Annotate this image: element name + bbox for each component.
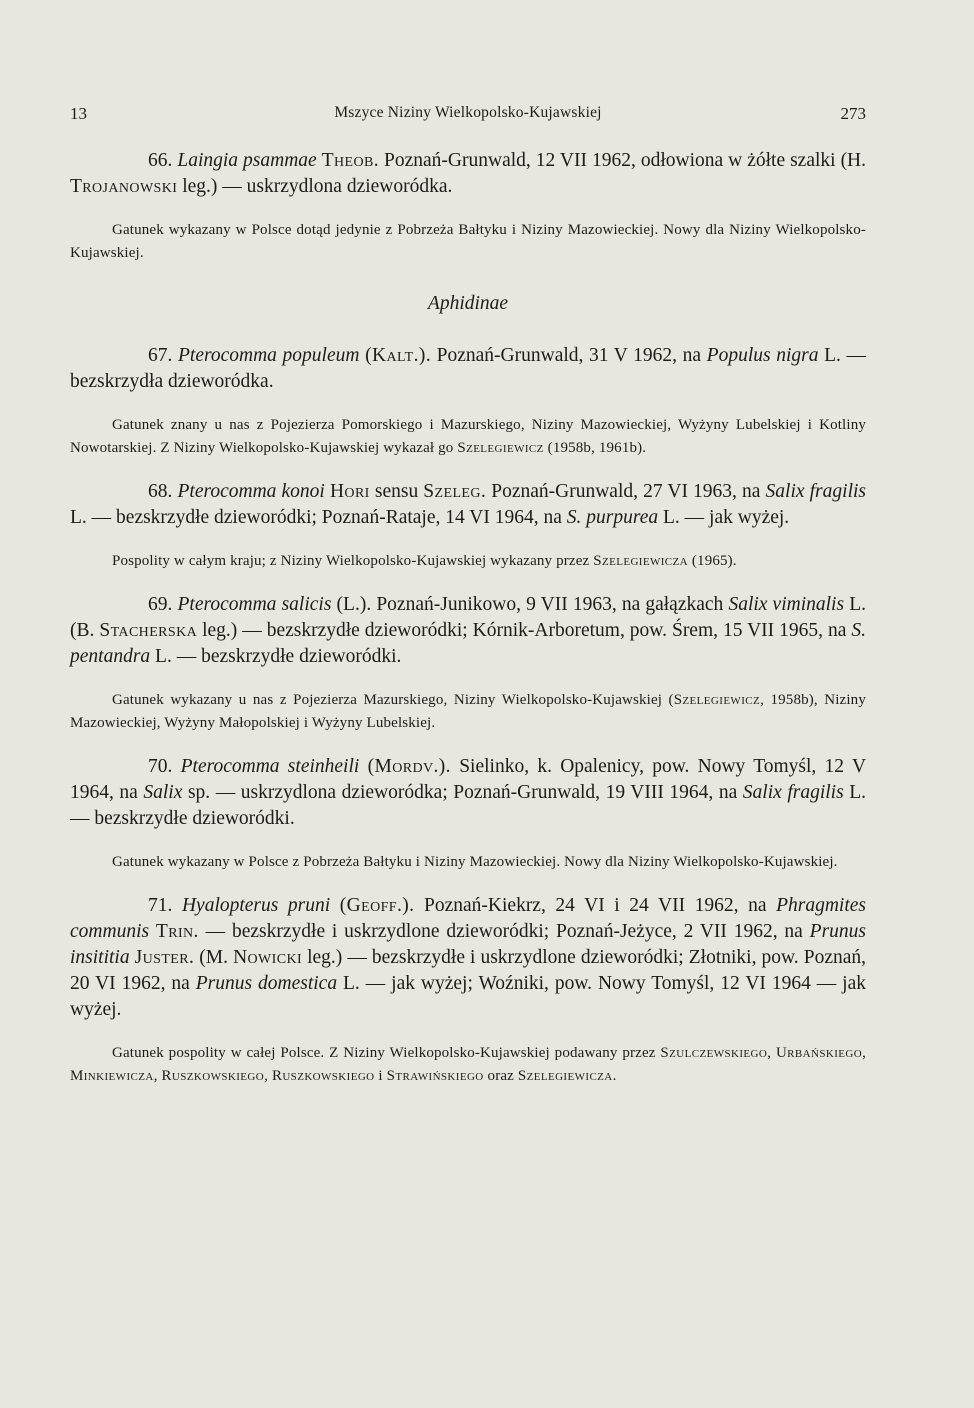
note-71 (70, 1042, 866, 1088)
host-plant: Salix fragilis (742, 782, 844, 803)
note-text: (1965). (688, 553, 737, 569)
record-text: L. — bezskrzydłe dzieworódki. (150, 646, 402, 667)
host-plant: Phragmites communis (70, 895, 867, 942)
note-69 (70, 689, 866, 735)
cited-author: Ruszkowskiego (161, 1068, 265, 1084)
cited-author: Szulczewskiego (660, 1045, 768, 1061)
host-plant: Salix fragilis (765, 481, 866, 502)
note-text: Gatunek pospolity w całej Polsce. Z Niziny Wielkopolsko-Kujawskiej podawany przez (112, 1045, 661, 1061)
record-70 (70, 754, 866, 832)
species-name: Pterocomma steinheili (180, 756, 360, 777)
record-66 (70, 148, 866, 200)
collector-name: Stacherska (99, 620, 198, 641)
note-text: (1958b, 1961b). (543, 440, 647, 456)
record-text: L. — bezskrzydłe dzieworódki. (70, 782, 867, 829)
record-text: leg.) — bezskrzydłe i uskrzydlone dzieworódki; Złotniki, pow. Poznań, 20 VI 1962, na (70, 947, 867, 994)
cited-author: Szelegiewicz (457, 440, 544, 456)
species-name: Pterocomma populeum (178, 345, 360, 366)
record-69 (70, 592, 866, 670)
species-author: (Kalt.). (365, 345, 432, 366)
species-author: (Geoff.). (339, 895, 415, 916)
record-text: L. — jak wyżej; Woźniki, pow. Nowy Tomyśl, 12 VI 1964 — jak wyżej. (70, 973, 867, 1020)
species-author: Theob. (321, 150, 380, 171)
record-text: leg.) — bezskrzydłe dzieworódki; Kórnik-Arboretum, pow. Śrem, 15 VII 1965, na (197, 620, 852, 641)
record-text: L. — bezskrzydłe dzieworódki; Poznań-Rataje, 14 VI 1964, na (70, 507, 567, 528)
collector-name: Nowicki (233, 947, 303, 968)
species-name: Pterocomma konoi (177, 481, 325, 502)
separator: i (374, 1068, 387, 1084)
cited-author: Szelegiewicz (673, 692, 761, 708)
host-plant: Salix viminalis (728, 594, 845, 615)
host-plant: Populus nigra (706, 345, 819, 366)
species-author: Hori (329, 481, 370, 502)
host-plant: Salix (143, 782, 183, 803)
separator: , (767, 1045, 776, 1061)
record-text: sp. — uskrzydlona dzieworódka; Poznań-Grunwald, 19 VIII 1964, na (182, 782, 743, 803)
record-text: L. — bezskrzydła dzieworódka. (70, 345, 866, 392)
separator: . (612, 1068, 617, 1084)
record-71 (70, 893, 866, 1023)
separator: , (862, 1045, 866, 1061)
species-author: (L.). (336, 594, 372, 615)
species-author-2: Szeleg. (423, 481, 487, 502)
record-text: — bezskrzydłe i uskrzydlone dzieworódki; Poznań-Jeżyce, 2 VII 1962, na (198, 921, 810, 942)
record-text: L. — jak wyżej. (658, 507, 790, 528)
cited-author: Szelegiewicza (593, 553, 689, 569)
record-number: 66. (148, 150, 173, 171)
record-68 (70, 479, 866, 531)
note-text: Gatunek znany u nas z Pojezierza Pomorskiego i Mazurskiego, Niziny Mazowieckiej, Wyżyny Lubelskiej i Kotliny Nowotarskiej. Z Niziny Wielkopolsko-Kujawskiej wykazał go (70, 417, 866, 456)
record-text: L. (B. (70, 594, 866, 641)
separator: , (264, 1068, 272, 1084)
collector-name: Trojanowski (70, 176, 178, 197)
record-number: 67. (148, 345, 173, 366)
host-plant: Prunus insititia (70, 921, 867, 968)
record-text: Poznań-Kiekrz, 24 VI i 24 VII 1962, na (414, 895, 777, 916)
plant-author: Trin. (155, 921, 199, 942)
species-name: Hyalopterus pruni (181, 895, 331, 916)
note-68 (70, 550, 866, 573)
running-header (70, 100, 866, 130)
record-number: 71. (148, 895, 173, 916)
record-number: 69. (148, 594, 173, 615)
species-author: (Mordv.). (367, 756, 451, 777)
record-text: Sielinko, k. Opalenicy, pow. Nowy Tomyśl, 12 V 1964, na (70, 756, 867, 803)
note-67 (70, 414, 866, 460)
record-text: Poznań-Grunwald, 27 VI 1963, na (486, 481, 766, 502)
subfamily-heading: Aphidinae (427, 293, 509, 314)
host-plant: S. pentandra (70, 620, 866, 667)
cited-author: Urbańskiego (775, 1045, 863, 1061)
page-number: 273 (840, 104, 866, 123)
note-text: , 1958b), Niziny Mazowieckiej, Wyżyny Małopolskiej i Wyżyny Lubelskiej. (70, 692, 866, 731)
chapter-number: 13 (70, 104, 87, 123)
record-text: sensu (369, 481, 424, 502)
record-number: 68. (148, 481, 173, 502)
note-66: Gatunek wykazany w Polsce dotąd jedynie z Pobrzeża Bałtyku i Niziny Mazowieckiej. Nowy dla Niziny Wielkopolsko-Kujawskiej. (70, 222, 866, 261)
note-text: Pospolity w całym kraju; z Niziny Wielkopolsko-Kujawskiej wykazany przez (112, 553, 594, 569)
plant-author: Juster. (134, 947, 195, 968)
record-text: Poznań-Grunwald, 31 V 1962, na (431, 345, 707, 366)
separator: oraz (483, 1068, 518, 1084)
cited-author: Strawińskiego (386, 1068, 484, 1084)
record-text: Poznań-Junikowo, 9 VII 1963, na gałązkach (371, 594, 729, 615)
record-text: Poznań-Grunwald, 12 VII 1962, odłowiona w żółte szalki (H. (379, 150, 867, 171)
record-text: leg.) — uskrzydlona dzieworódka. (177, 176, 453, 197)
species-name: Laingia psammae (177, 150, 317, 171)
record-text: (M. (194, 947, 234, 968)
note-70: Gatunek wykazany w Polsce z Pobrzeża Bałtyku i Niziny Mazowieckiej. Nowy dla Niziny Wielkopolsko-Kujawskiej. (112, 854, 838, 870)
separator: , (153, 1068, 162, 1084)
cited-author: Minkiewicza (70, 1068, 154, 1084)
host-plant: Prunus domestica (195, 973, 338, 994)
running-title: Mszyce Niziny Wielkopolsko-Kujawskiej (334, 104, 602, 121)
cited-author: Szelegiewicza (517, 1068, 613, 1084)
species-name: Pterocomma salicis (177, 594, 332, 615)
record-67 (70, 343, 866, 395)
host-plant: S. purpurea (566, 507, 659, 528)
note-text: Gatunek wykazany u nas z Pojezierza Mazurskiego, Niziny Wielkopolsko-Kujawskiej ( (112, 692, 674, 708)
page-body (70, 148, 866, 1088)
record-number: 70. (148, 756, 173, 777)
cited-author: Ruszkowskiego (271, 1068, 375, 1084)
